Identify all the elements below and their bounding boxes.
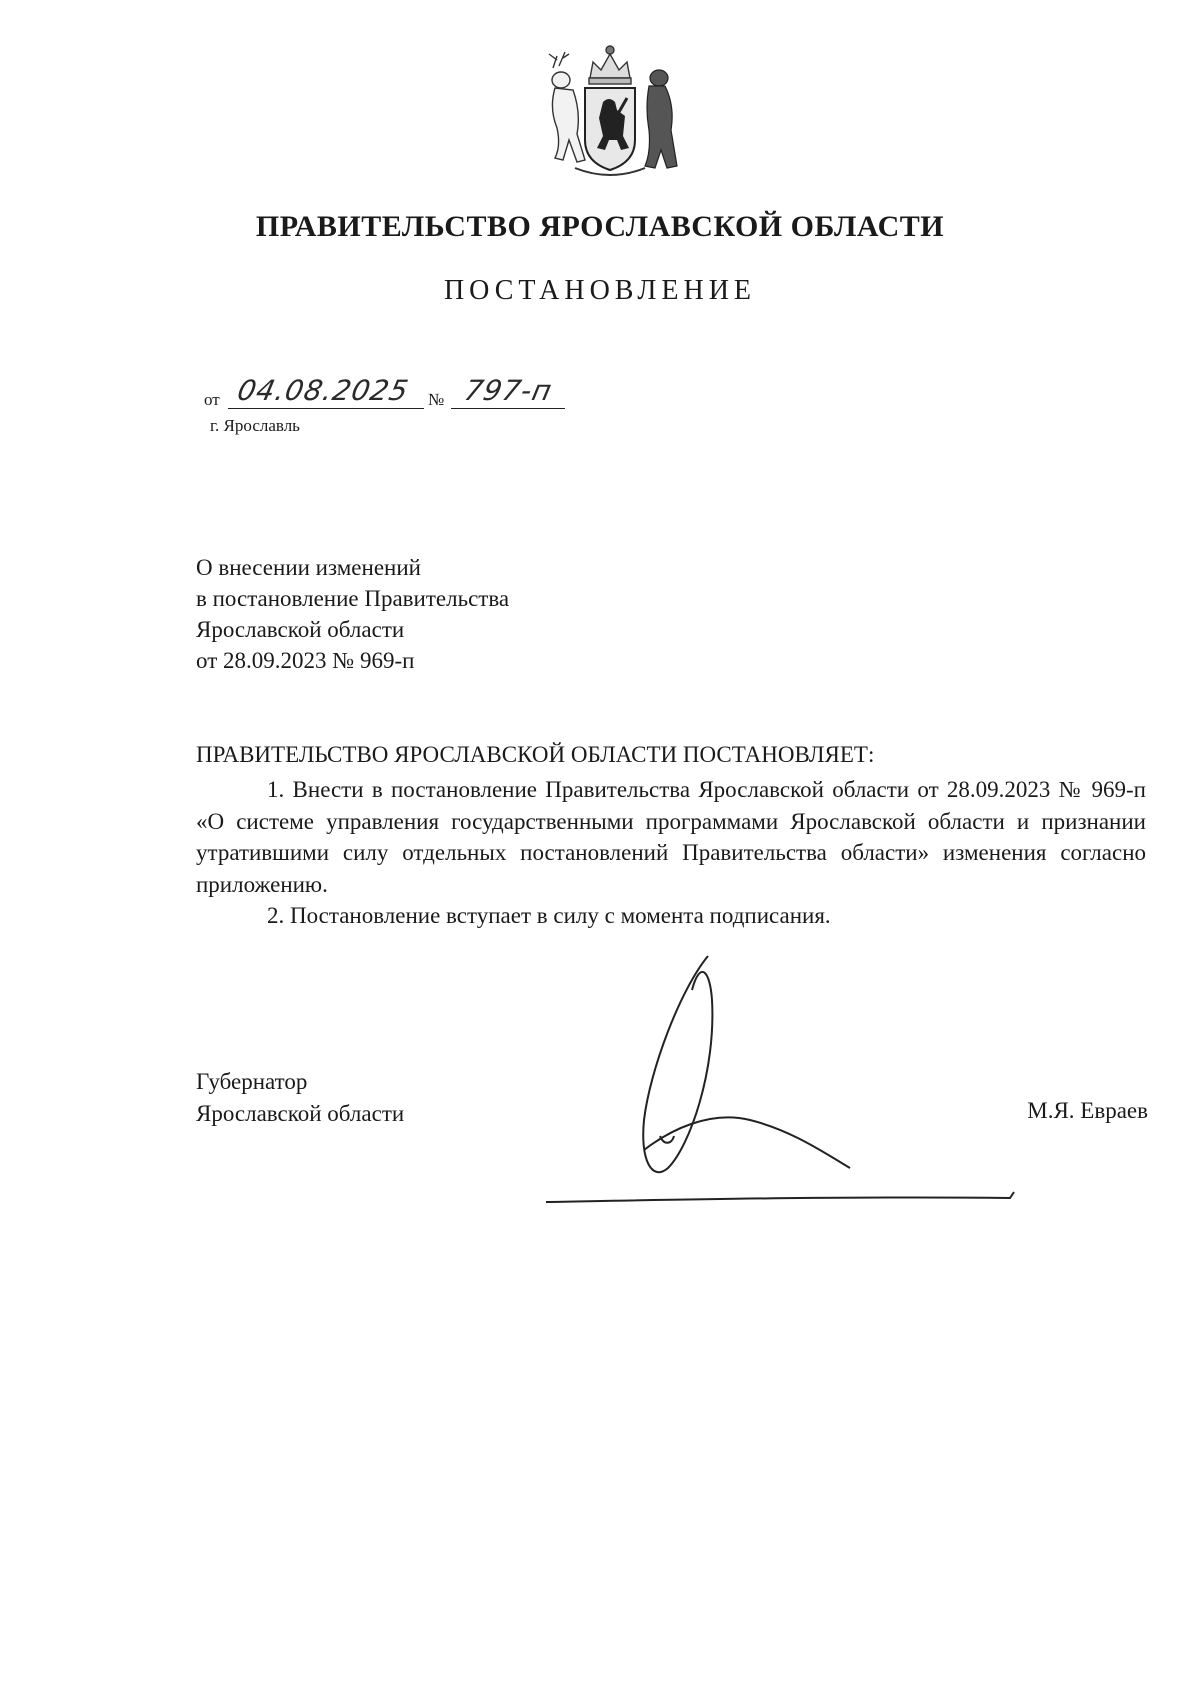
- decree-heading: ПРАВИТЕЛЬСТВО ЯРОСЛАВСКОЙ ОБЛАСТИ ПОСТАНОВЛЯЕТ:: [196, 742, 875, 767]
- document-date: 04.08.2025: [234, 374, 412, 407]
- number-field: [451, 374, 565, 409]
- document-body: [196, 774, 1146, 932]
- government-title: ПРАВИТЕЛЬСТВО ЯРОСЛАВСКОЙ ОБЛАСТИ: [255, 210, 945, 243]
- paragraph-2: 2. Постановление вступает в силу с момента подписания.: [267, 903, 831, 928]
- number-prefix: №: [428, 390, 445, 409]
- document-type: ПОСТАНОВЛЕНИЕ: [443, 275, 757, 306]
- subject-line: О внесении изменений: [196, 555, 421, 580]
- coat-of-arms-emblem: [535, 40, 685, 182]
- signatory-position: [196, 1066, 404, 1130]
- subject-line: Ярославской области: [196, 617, 405, 642]
- subject-line: в постановление Правительства: [196, 586, 510, 611]
- date-prefix: от: [204, 390, 220, 409]
- registration-line: [204, 370, 584, 410]
- handwritten-signature: [540, 950, 1020, 1210]
- signatory-name: М.Я. Евраев: [1027, 1098, 1148, 1123]
- subject-line: от 28.09.2023 № 969-п: [196, 648, 415, 673]
- date-field: [228, 374, 424, 409]
- city-label: г. Ярославль: [210, 416, 300, 435]
- document-subject: [196, 552, 509, 676]
- position-line-2: Ярославской области: [196, 1101, 405, 1126]
- document-number: 797-п: [461, 374, 556, 407]
- position-line-1: Губернатор: [196, 1069, 308, 1094]
- paragraph-1: 1. Внести в постановление Правительства Ярославской области от 28.09.2023 № 969-п «О системе управления государственными программами Ярославской области и признании утратившими силу отдельных постановлений Правительства области» изменения согласно приложению.: [196, 777, 1146, 897]
